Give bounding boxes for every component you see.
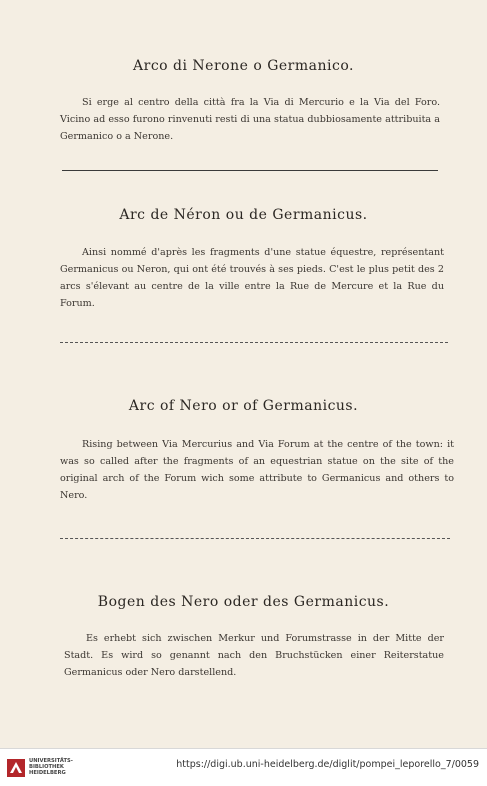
paragraph-german: Es erhebt sich zwischen Merkur und Forumstrasse in der Mitte der Stadt. Es wird so genannt nach den Bruchstücken einer Reiterstatue Germanicus oder Nero darstellend.: [64, 633, 444, 678]
paragraph-english: Rising between Via Mercurius and Via Forum at the centre of the town: it was so called after the fragments of an equestrian statue on the site of the original arch of the Forum wich some attribute to Germanicus and others to Nero.: [60, 439, 454, 501]
paragraph-french: Ainsi nommé d'après les fragments d'une statue équestre, représentant Germanicus ou Neron, qui ont été trouvés à ses pieds. C'est le plus petit des 2 arcs s'élevant au centre de la ville entre la Rue de Mercure et la Rue du Forum.: [60, 247, 444, 309]
section-title-german: Bogen des Nero oder des Germanicus.: [97, 594, 390, 610]
paragraph-italian: Si erge al centro della città fra la Via di Mercurio e la Via del Foro. Vicino ad esso furono rinvenuti resti di una statua dubbiosamente attribuita a Germanico o a Nerone.: [60, 97, 440, 142]
viewer-footer: [0, 748, 487, 786]
section-title-french: Arc de Néron ou de Germanicus.: [119, 207, 368, 223]
section-title-italian: Arco di Nerone o Germanico.: [133, 58, 354, 74]
divider-2: [60, 342, 448, 343]
library-logo-icon: [6, 758, 26, 778]
divider-3: [60, 538, 450, 539]
library-logo-text: UNIVERSITÄTS- BIBLIOTHEK HEIDELBERG: [29, 758, 73, 776]
divider-1: [62, 170, 438, 171]
section-title-english: Arc of Nero or of Germanicus.: [128, 398, 359, 414]
page-url[interactable]: https://digi.ub.uni-heidelberg.de/diglit/pompei_leporello_7/0059: [176, 759, 479, 770]
library-logo[interactable]: [6, 756, 76, 780]
